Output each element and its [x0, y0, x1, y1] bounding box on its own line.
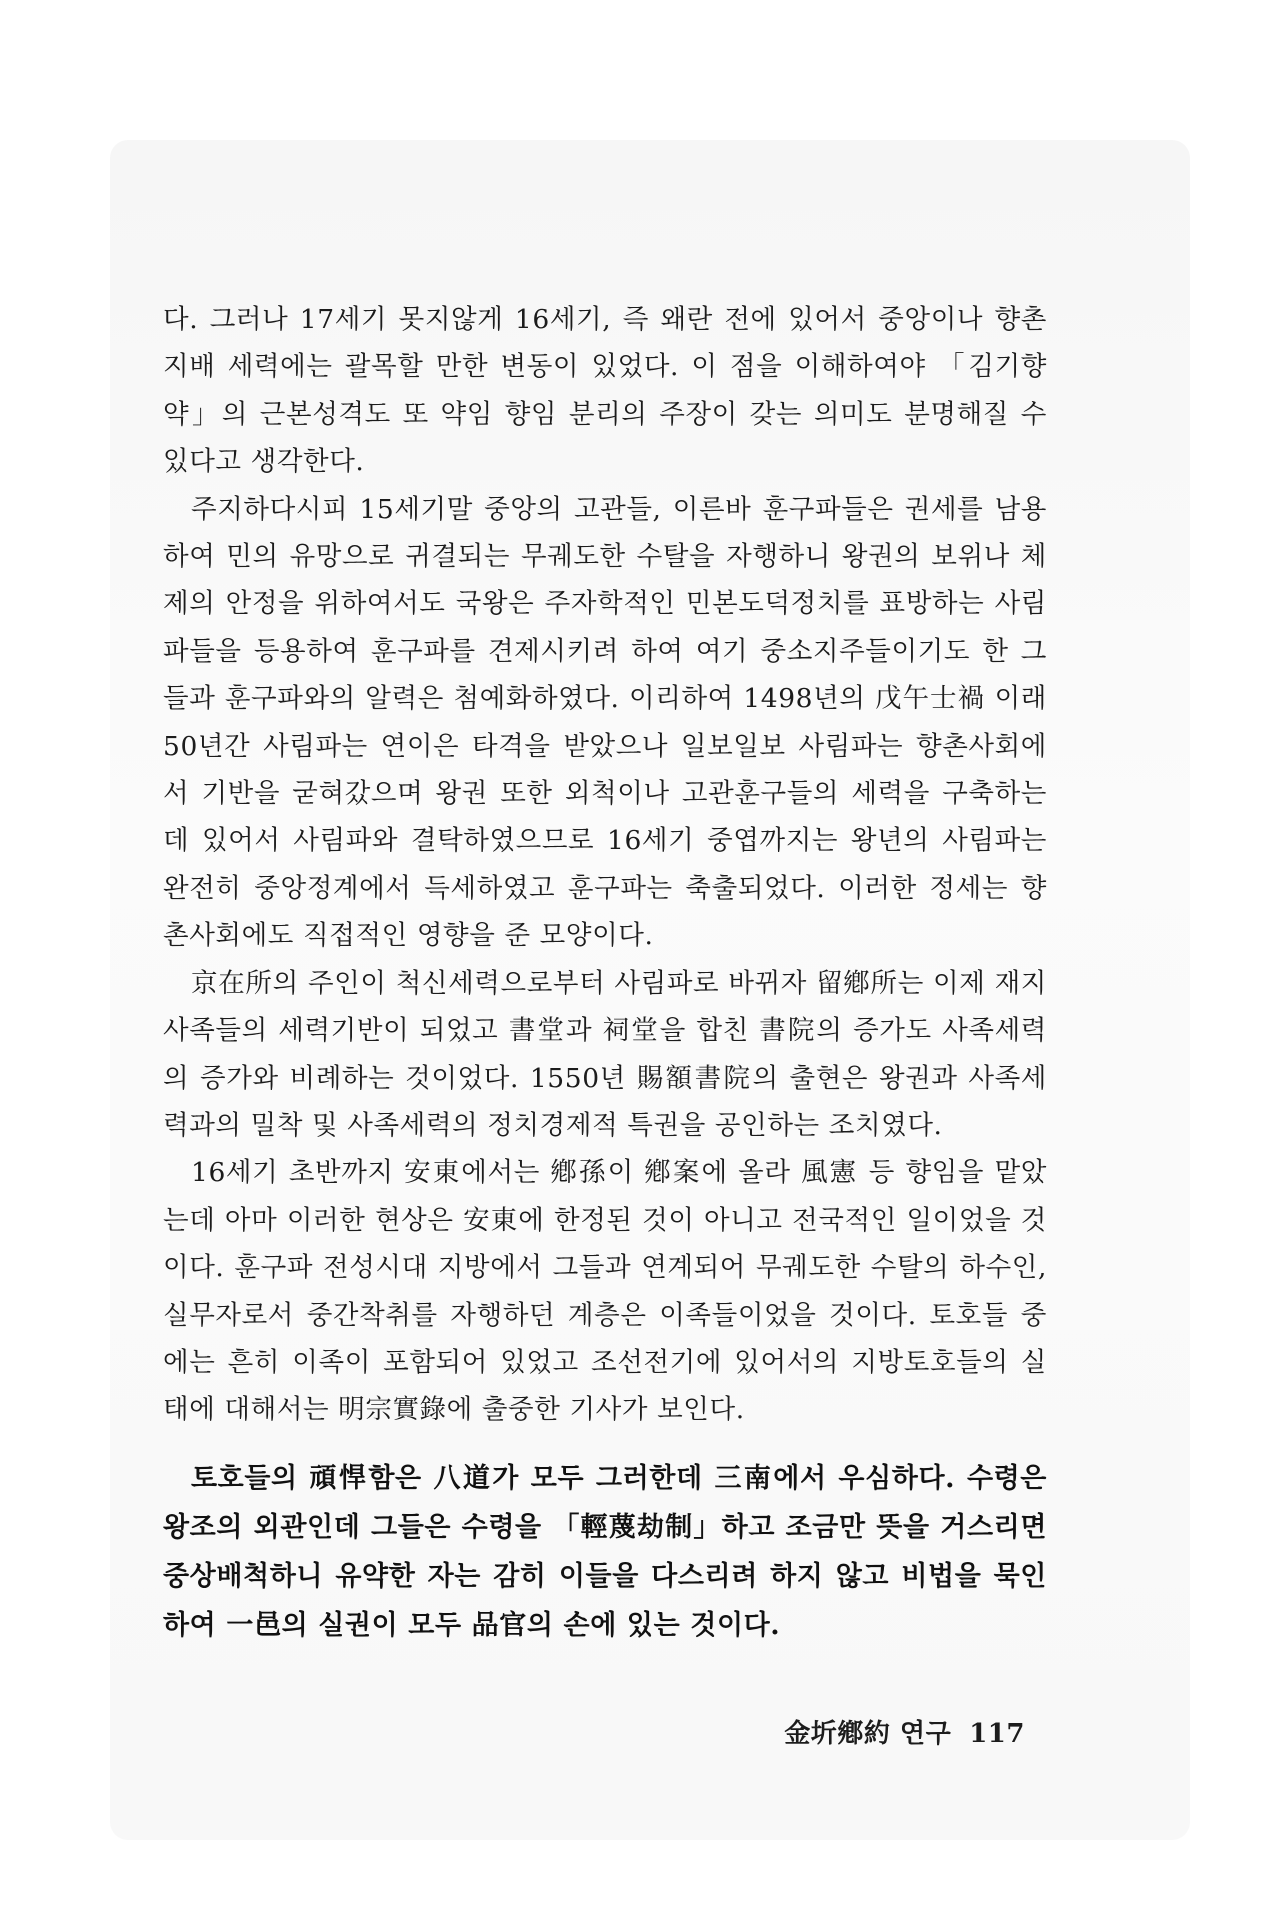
block-quotation: 토호들의 頑悍함은 八道가 모두 그러한데 三南에서 우심하다. 수령은 왕조의 외관인데 그들은 수령을 「輕蔑劫制」하고 조금만 뜻을 거스리면 중상배척하니 유약한 자는 감히 이들을 다스리려 하지 않고 비법을 묵인하여 一邑의 실권이 모두 品官의 손에 있는 것이다. — [163, 1462, 1047, 1641]
paragraph-hungu-sarim: 주지하다시피 15세기말 중앙의 고관들, 이른바 훈구파들은 권세를 남용하여 민의 유망으로 귀결되는 무궤도한 수탈을 자행하니 왕권의 보위나 체제의 안정을 위하여서도 국왕은 주자학적인 민본도덕정치를 표방하는 사림파들을 등용하여 훈구파를 견제시키려 하여 여기 중소지주들이기도 한 그들과 훈구파와의 알력은 첨예화하였다. 이리하여 1498년의 戊午士禍 이래 50년간 사림파는 연이은 타격을 받았으나 일보일보 사림파는 향촌사회에서 기반을 굳혀갔으며 왕권 또한 외척이나 고관훈구들의 세력을 구축하는 데 있어서 사림파와 결탁하였으므로 16세기 중엽까지는 왕년의 사림파는 완전히 중앙정계에서 득세하였고 훈구파는 축출되었다. 이러한 정세는 향촌사회에도 직접적인 영향을 준 모양이다. — [163, 493, 1047, 952]
paragraph-yuhyangso: 京在所의 주인이 척신세력으로부터 사림파로 바뀌자 留鄕所는 이제 재지사족들의 세력기반이 되었고 書堂과 祠堂을 합친 書院의 증가도 사족세력의 증가와 비례하는 것이었다. 1550년 賜額書院의 출현은 왕권과 사족세력과의 밀착 및 사족세력의 정치경제적 특권을 공인하는 조치였다. — [163, 967, 1047, 1141]
page-footer — [784, 1713, 1025, 1750]
page-number: 117 — [969, 1719, 1025, 1749]
document-page — [163, 296, 1047, 1650]
paragraph-andong-hyangim: 16세기 초반까지 安東에서는 鄕孫이 鄕案에 올라 風憲 등 향임을 맡았는데 아마 이러한 현상은 安東에 한정된 것이 아니고 전국적인 일이었을 것이다. 훈구파 전성시대 지방에서 그들과 연계되어 무궤도한 수탈의 하수인, 실무자로서 중간착취를 자행하던 계층은 이족들이었을 것이다. 토호들 중에는 흔히 이족이 포함되어 있었고 조선전기에 있어서의 지방토호들의 실태에 대해서는 明宗實錄에 출중한 기사가 보인다. — [163, 1157, 1047, 1426]
paragraph-continuation: 다. 그러나 17세기 못지않게 16세기, 즉 왜란 전에 있어서 중앙이나 향촌지배 세력에는 괄목할 만한 변동이 있었다. 이 점을 이해하여야 「김기향약」의 근본성격도 또 약임 향임 분리의 주장이 갖는 의미도 분명해질 수 있다고 생각한다. — [163, 304, 1047, 478]
running-title: 金圻鄕約 연구 — [784, 1719, 952, 1749]
